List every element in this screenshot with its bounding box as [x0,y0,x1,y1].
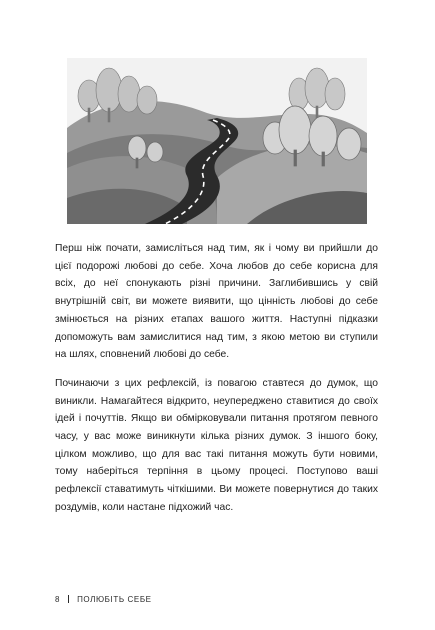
page-number: 8 [55,595,61,604]
paragraph-1: Перш ніж почати, замисліться над тим, як і чому ви прийшли до цієї подорожі любові до себе. Хоча любов до себе корисна для всіх, до неї спонукають різні причини. Заглибившись у свій внутрішній світ, ви можете виявити, що цінність любові до себе змінюється на різних етапах вашого життя. Наступні підказки допоможуть вам замислитися над тим, з якою метою ви ступили на шлях, сповнений любові до себе. [55,243,378,361]
landscape-illustration [67,58,367,224]
winding-road-illustration [67,58,367,224]
page-footer [55,595,152,604]
paragraph-2: Починаючи з цих рефлексій, із повагою ставтеся до думок, що виникли. Намагайтеся відкрито, неупереджено ставитися до своїх ідей і почуттів. Якщо ви обмірковували питання протягом певного часу, у вас може виникнути кілька різних думок. З іншого боку, цілком можливо, що для вас такі питання можуть бути новими, тому наберіться терпіння в цьому процесі. Поступово ваші рефлексії ставатимуть чіткішими. Ви можете повернутися до таких роздумів, коли настане підхожий час. [55,377,378,513]
running-title: ПОЛЮБІТЬ СЕБЕ [77,595,152,604]
footer-separator [68,595,69,603]
body-text [55,240,378,528]
